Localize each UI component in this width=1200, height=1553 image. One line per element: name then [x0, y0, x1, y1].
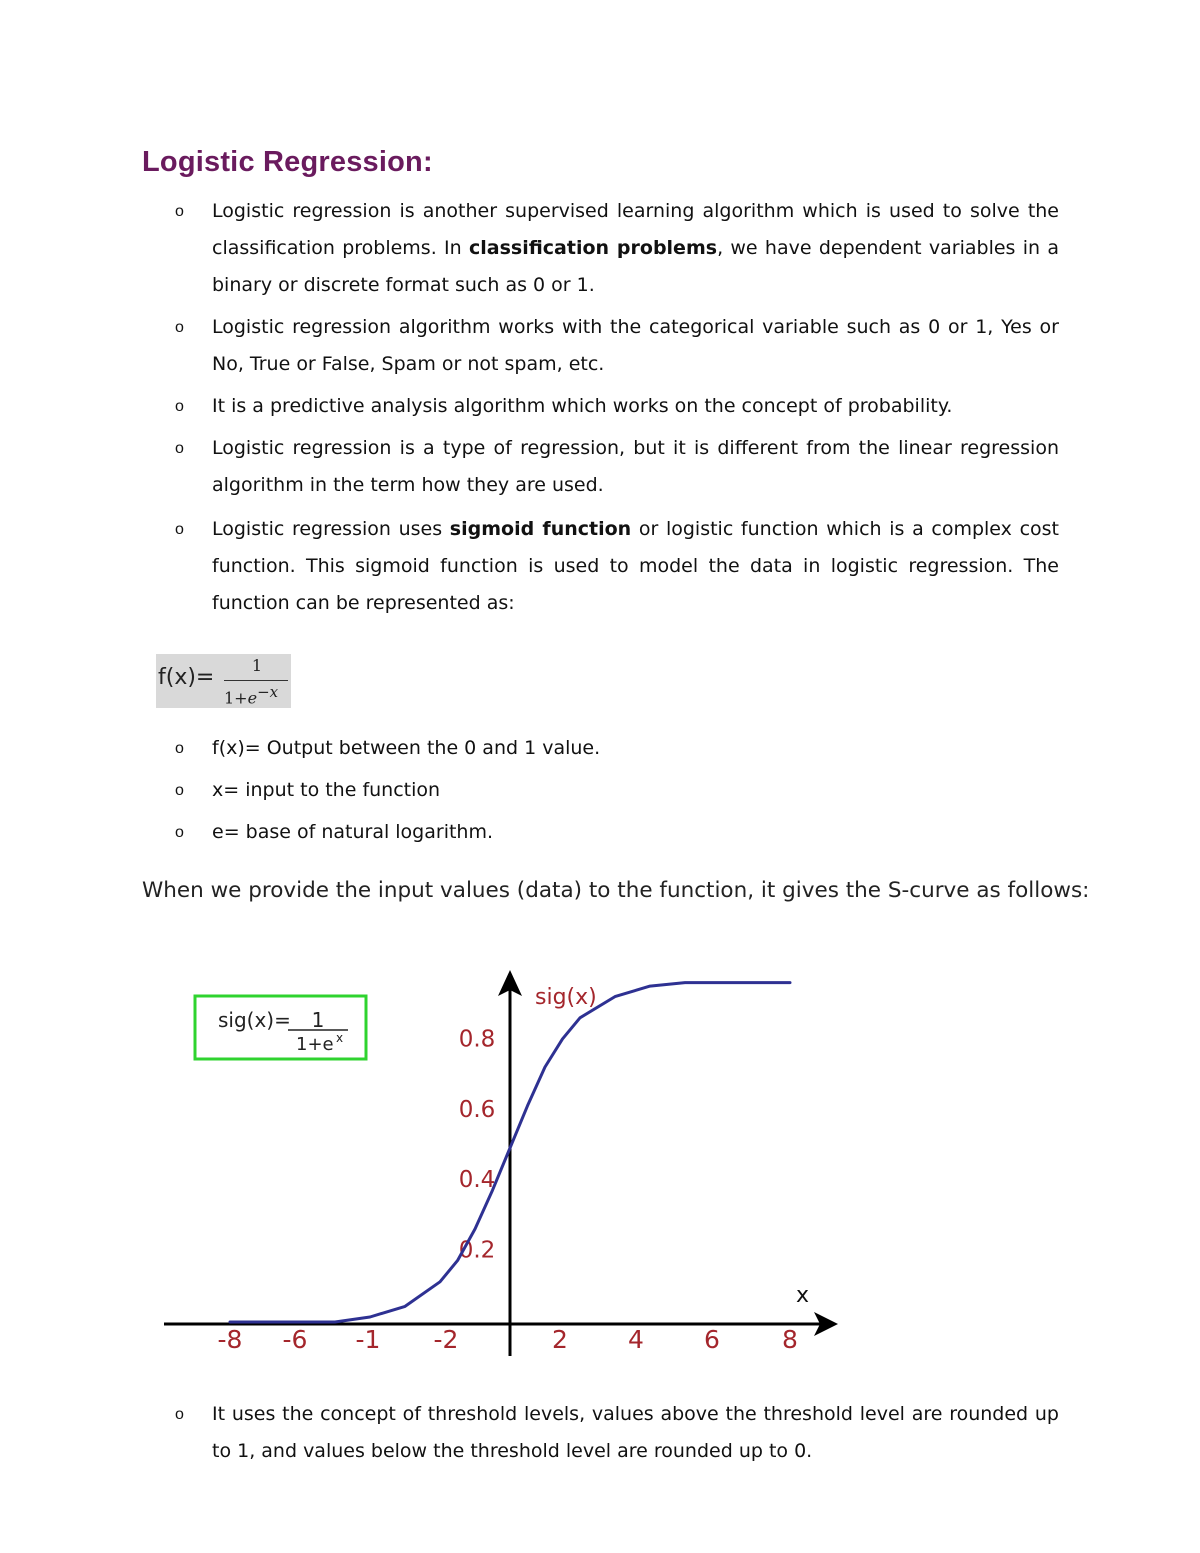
sigmoid-chart: [150, 960, 850, 1370]
definition-text: x= input to the function: [212, 779, 441, 801]
bold-term: classification problems: [468, 237, 718, 259]
bullet-icon: o: [175, 740, 184, 757]
legend-exponent: x: [336, 1031, 344, 1045]
sigmoid-formula: [156, 654, 291, 708]
text-segment: , we have dependent variables in a binary or discrete format such as 0 or 1.: [212, 237, 1060, 296]
intro-paragraph: When we provide the input values (data) to the function, it gives the S-curve as follows:: [142, 878, 1090, 903]
y-tick-label: 0.6: [458, 1096, 496, 1123]
bullet-icon: o: [175, 440, 184, 457]
list-item-text: [212, 309, 1059, 383]
x-tick-label: 4: [628, 1325, 644, 1354]
text-segment: Logistic regression uses: [212, 518, 450, 540]
y-tick-label: 0.2: [458, 1237, 496, 1264]
formula-lhs: f(x)=: [158, 665, 215, 690]
x-tick-label: 2: [552, 1325, 568, 1354]
x-axis-label: x: [796, 1283, 810, 1308]
bullet-icon: o: [175, 398, 184, 415]
y-axis-label: sig(x): [535, 985, 597, 1010]
text-segment: Logistic regression is another supervised learning algorithm which is used to solve the classification problems. In: [212, 200, 1059, 259]
definition-text: f(x)= Output between the 0 and 1 value.: [212, 737, 601, 759]
denominator-exponent: −x: [257, 683, 279, 701]
bullet-icon: o: [175, 203, 184, 220]
denominator-base: 1+: [224, 688, 248, 708]
definition-text: e= base of natural logarithm.: [212, 821, 494, 843]
list-item-text: [212, 430, 1059, 504]
legend-numerator: 1: [311, 1008, 325, 1032]
bullet-icon: o: [175, 521, 184, 538]
document-title: Logistic Regression:: [142, 146, 433, 178]
y-tick-label: 0.4: [458, 1167, 496, 1194]
x-tick-label: 8: [782, 1325, 798, 1354]
bullet-icon: o: [175, 1406, 184, 1423]
text-segment: Logistic regression algorithm works with the categorical variable such as 0 or 1, Yes or No, True or False, Spam or not spam, etc.: [212, 316, 1059, 375]
list-item-text: [212, 193, 1059, 304]
formula-denominator: [224, 683, 290, 707]
x-tick-label: -8: [217, 1325, 243, 1354]
list-item-text: It uses the concept of threshold levels, values above the threshold level are rounded up to 1, and values below the threshold level are rounded up to 0.: [212, 1403, 1059, 1462]
text-segment: or logistic function which is a complex cost function. This sigmoid function is used to model the data in logistic regression. The function can be represented as:: [212, 518, 1059, 614]
text-segment: Logistic regression is a type of regression, but it is different from the linear regression algorithm in the term how they are used.: [212, 437, 1059, 496]
formula-numerator: 1: [251, 656, 263, 675]
legend-lhs: sig(x)=: [218, 1008, 291, 1032]
x-tick-label: -1: [355, 1325, 381, 1354]
bullet-icon: o: [175, 782, 184, 799]
bullet-icon: o: [175, 824, 184, 841]
bold-term: sigmoid function: [449, 518, 632, 540]
list-item-text: [212, 388, 1059, 425]
x-tick-label: -2: [433, 1325, 459, 1354]
text-segment: It is a predictive analysis algorithm which works on the concept of probability.: [212, 395, 953, 417]
list-item-text: [212, 511, 1059, 622]
x-tick-label: 6: [704, 1325, 720, 1354]
legend-denominator: 1+e: [296, 1034, 334, 1055]
bullet-icon: o: [175, 319, 184, 336]
fraction-bar: [224, 680, 288, 681]
x-tick-label: -6: [282, 1325, 308, 1354]
y-tick-label: 0.8: [458, 1026, 496, 1053]
denominator-e: e: [247, 688, 258, 708]
